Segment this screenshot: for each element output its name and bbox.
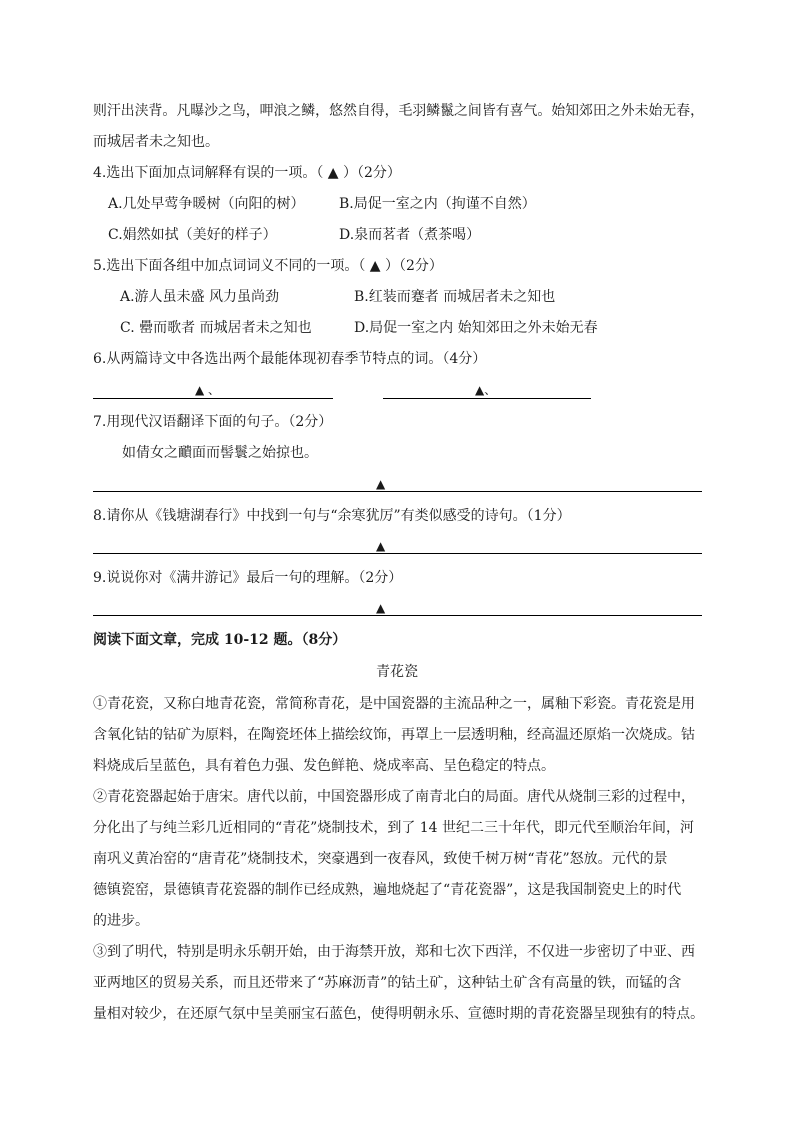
article-line: ①青花瓷，又称白地青花瓷，常简称青花，是中国瓷器的主流品种之一，属釉下彩瓷。青花瓷是用 — [93, 696, 695, 712]
q4-option-a: A.几处早莺争暖树（向阳的树） — [108, 196, 305, 212]
q8-stem: 8.请你从《钱塘湖春行》中找到一句与“余寒犹厉”有类似感受的诗句。（1分） — [93, 508, 571, 524]
article-line: 南巩义黄冶窑的“唐青花”烧制技术，突豪遇到一夜春风，致使千树万树“青花”怒放。元代的景 — [93, 851, 668, 867]
article-line: 分化出了与纯兰彩几近相同的“青花”烧制技术，到了 14 世纪二三十年代，即元代至顺治年间，河 — [93, 820, 695, 836]
q5-option-b: B.红装而蹇者 而城居者未之知也 — [354, 289, 556, 305]
q6-blank-right-mark: ▲、 — [475, 383, 497, 397]
q4-stem: 4.选出下面加点词解释有误的一项。（ ▲ ）（2分） — [93, 165, 401, 181]
q6-blank-left-line[interactable] — [93, 398, 333, 399]
intro-line-1: 则汗出浃背。凡曝沙之鸟，呷浪之鳞，悠然自得，毛羽鳞鬣之间皆有喜气。始知郊田之外未始无春， — [93, 103, 705, 119]
q4-option-d: D.泉而茗者（煮茶喝） — [339, 227, 481, 243]
q5-option-c: C. 罍而歌者 而城居者未之知也 — [120, 320, 312, 336]
q7-sentence: 如倩女之靧面而髻鬟之始掠也。 — [122, 445, 318, 461]
q6-blank-left-mark: ▲ 、 — [195, 383, 221, 397]
q7-answer-mark: ▲ — [376, 477, 386, 491]
q7-answer-line[interactable] — [93, 491, 702, 492]
q6-stem: 6.从两篇诗文中各选出两个最能体现初春季节特点的词。（4分） — [93, 351, 487, 367]
article-line: 含氧化钴的钴矿为原料，在陶瓷坯体上描绘纹饰，再罩上一层透明釉，经高温还原焰一次烧成。钴 — [93, 727, 695, 743]
q5-stem: 5.选出下面各组中加点词词义不同的一项。（ ▲ ）（2分） — [93, 258, 443, 274]
intro-line-2: 而城居者未之知也。 — [93, 134, 219, 150]
article-line: 料烧成后呈蓝色，具有着色力强、发色鲜艳、烧成率高、呈色稳定的特点。 — [93, 758, 555, 774]
article-line: 亚两地区的贸易关系，而且还带来了“苏麻沥青”的钴土矿，这种钴土矿含有高量的铁，而锰的含 — [93, 975, 682, 991]
article-line: 德镇瓷窑，景德镇青花瓷器的制作已经成熟，遍地烧起了“青花瓷器”，这是我国制瓷史上的时代 — [93, 882, 682, 898]
article-line: 量相对较少，在还原气氛中呈美丽宝石蓝色，使得明朝永乐、宣德时期的青花瓷器呈现独有的特点。 — [93, 1006, 705, 1022]
article-line: ③到了明代，特别是明永乐朝开始，由于海禁开放，郑和七次下西洋，不仅进一步密切了中亚、西 — [93, 944, 695, 960]
section-heading: 阅读下面文章，完成 10-12 题。（8分） — [93, 632, 347, 648]
q9-answer-line[interactable] — [93, 615, 702, 616]
article-title: 青花瓷 — [376, 664, 418, 680]
q9-answer-mark: ▲ — [376, 601, 386, 615]
q6-blank-right-line[interactable] — [383, 398, 591, 399]
q4-option-c: C.娟然如拭（美好的样子） — [108, 227, 277, 243]
q9-stem: 9.说说你对《满井游记》最后一句的理解。（2分） — [93, 570, 403, 586]
q5-option-d: D.局促一室之内 始知郊田之外未始无春 — [354, 320, 598, 336]
q7-stem: 7.用现代汉语翻译下面的句子。（2分） — [93, 414, 333, 430]
q4-option-b: B.局促一室之内（拘谨不自然） — [339, 196, 536, 212]
q8-answer-mark: ▲ — [376, 539, 386, 553]
article-line: ②青花瓷器起始于唐宋。唐代以前，中国瓷器形成了南青北白的局面。唐代从烧制三彩的过程中， — [93, 789, 695, 805]
q8-answer-line[interactable] — [93, 553, 702, 554]
article-line: 的进步。 — [93, 913, 149, 929]
q5-option-a: A.游人虽未盛 风力虽尚劲 — [120, 289, 280, 305]
